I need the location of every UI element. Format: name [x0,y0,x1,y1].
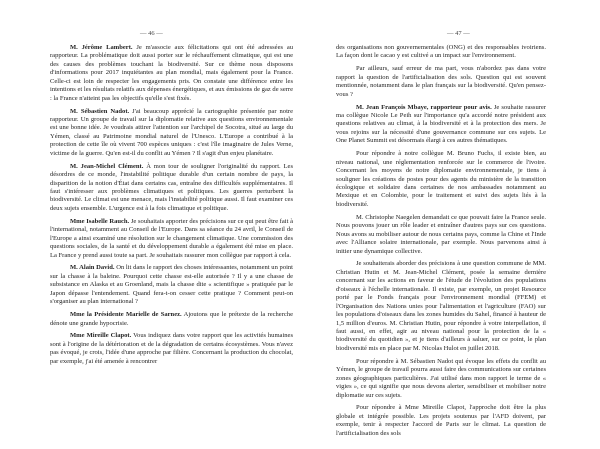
paragraph-text: À mon tour de souligner l'originalité du rapport. Les désordres de ce monde, l'instabilité politique durable d'un certain nombre de pays, la disparition de la notion d'État dans certains cas, entraîne des difficultés supplémentaires. Il faut s'intéresser aux problèmes climatiques et politiques. Les guerres perturbent la biodiversité. Le climat est une menace, mais l'instabilité politique aussi. Il faut examiner ces deux sujets ensemble. L'urgence est à la fois climatique et politique. [50,162,294,212]
paragraph [336,358,546,400]
paragraph [50,264,293,306]
paragraph [50,44,293,103]
paragraph [336,44,546,61]
speaker-name: M. Sébastien Nadot. [70,107,130,115]
paragraph [50,108,293,159]
page-number-left: — 46 — [140,30,163,37]
speaker-name: Mme Mireille Clapot. [70,332,132,340]
paragraph [50,218,293,260]
paragraph [336,214,546,256]
paragraph-text: Ajoutons que le prétexte de la recherche dénote une grande hypocrisie. [50,311,293,327]
paragraph-text: M. Christophe Naegelen demandait ce que pouvait faire la France seule. Nous pouvons jouer un rôle leader et entraîner d'autres pays sur ces questions. Nous avons su mobiliser autour de nous certains pays, comme la Chine et l'Inde avec l'Alliance solaire internationale, par exemple. Nous parvenons ainsi à initier une dynamique collective. [336,213,546,255]
speaker-name: M. Jérôme Lambert. [70,44,133,51]
paragraph-text: Je m'associe aux félicitations qui ont été adressées au rapporteur. La problématique doit aussi porter sur le réchauffement climatique, qui est une des causes des problèmes touchant la biodiversité. Sur ce thème nous disposons d'informations pour 2017 inquiétantes au plan mondial, mais également pour la France. Celle-ci est loin de respecter les engagements pris. On constate une différence entre les intentions et les résultats relatifs aux dépenses énergétiques, et aux émissions de gaz de serre : la France n'atteint pas les objectifs qu'elle s'est fixés. [50,44,294,102]
paragraph-text: Je souhaite rassurer ma collègue Nicole Le Peih sur l'importance qu'a accordé notre président aux questions relatives au climat, à la biodiversité et à la protection des mers. Je vous rejoins sur la nécessité d'une gouvernance commune sur ces sujets. Le One Planet Summit est désormais élargi à ces autres thématiques. [336,103,546,145]
paragraph-text: J'ai beaucoup apprécié la cartographie présentée par notre rapporteur. Un groupe de travail sur la diplomatie relative aux questions environnementale est une bonne idée. Je voudrais attirer l'attention sur l'archipel de Socotra, situé au large du Yémen, classé au Patrimoine mondial naturel de l'Unesco. L'Europe a contribué à la protection de cette île où vivent 700 espèces uniques : c'est l'île imaginaire de Jules Verne, victime de la guerre. Qu'en est-il du conflit au Yémen ? Il s'agit d'un enjeu planétaire. [50,107,293,157]
paragraph-text: Pour répondre à M. Sébastien Nadot qui évoque les effets du conflit au Yémen, le groupe de travail pourra aussi faire des communications sur certaines zones géographiques particulières. J'ai utilisé dans mon rapport le terme de « vigies », ce qui signifie que nous devons alerter, sensibiliser et mobiliser notre diplomatie sur ces sujets. [336,357,546,399]
paragraph-text: des organisations non gouvernementales (ONG) et des responsables ivoiriens. La façon dont le cacao y est cultivé a un impact sur l'environnement. [336,44,546,60]
speaker-name: M. Alain David. [70,264,115,272]
speaker-name: M. Jean François Mbaye, rapporteur pour avis. [356,103,492,111]
paragraph [50,163,293,214]
paragraph-text: Vous indiquez dans votre rapport que les activités humaines sont à l'origine de la détérioration et de la dégradation de certains écosystèmes. Vous n'avez pas évoqué, je crois, l'idée d'une approche par filière. Concernant la production du chocolat, par exemple, j'ai été amenée à rencontrer [50,332,294,365]
paragraph [50,332,293,366]
paragraph [336,104,546,146]
paragraph [336,65,546,99]
page-46-text [50,44,293,371]
paragraph-text: Par ailleurs, sauf erreur de ma part, vous n'abordez pas dans votre rapport la question de l'artificialisation des sols. Question qui est souvent mentionnée, notamment dans le plan français sur la biodiversité. Qu'en pensez-vous ? [336,65,546,98]
speaker-name: M. Jean-Michel Clément. [70,162,144,170]
paragraph-text: On lit dans le rapport des choses intéressantes, notamment un point sur la chasse à la baleine. Pourquoi cette chasse est-elle autorisée ? Il y a une chasse de subsistance en Alaska et au Groenland, mais la chasse dite « scientifique » pratiquée par le Japon dépasse l'entendement. Quand fera-t-on cesser cette pratique ? Comment peut-on s'organiser au plan international ? [50,264,293,306]
paragraph [336,150,546,209]
page-47-text [336,44,546,443]
paragraph [336,260,546,353]
speaker-name: Mme Isabelle Rauch. [70,217,130,225]
paragraph-text: Pour répondre à notre collègue M. Bruno Fuchs, il existe bien, au niveau national, une réglementation renforcée sur le commerce de l'ivoire. Concernant les moyens de notre diplomatie environnementale, je tiens à souligner les créations de postes pour des agents du ministère de la transition écologique et solidaire dans certaines de nos ambassades notamment au Mexique et en Colombie, pour le traitement et suivi des sujets liés à la biodiversité. [336,150,546,208]
page-number-right: — 47 — [447,30,470,37]
paragraph [336,404,546,438]
paragraph-text: Je souhaiterais aborder des précisions à une question commune de MM. Christian Hutin et M. Jean-Michel Clément, posée la semaine dernière concernant sur les actions en faveur de l'étude de l'évolution des populations d'oiseaux à l'échelle internationale. Il existe, par exemple, un projet Resource porté par le Fonds français pour l'environnement mondial (FFEM) et l'Organisation des Nations unies pour l'alimentation et l'agriculture (FAO) sur les populations d'oiseaux dans les zones humides du Sahel, financé à hauteur de 1,5 million d'euros. M. Christian Hutin, pour répondre à votre interpellation, il faut aussi, en effet, agir au niveau national pour la protection de la « biodiversité du quotidien », et je tiens d'ailleurs à saluer, sur ce point, le plan biodiversité mis en place par M. Nicolas Hulot en juillet 2018. [336,260,546,352]
paragraph-text: Je souhaitais apporter des précisions sur ce qui peut être fait à l'international, notamment au Conseil de l'Europe. Dans sa séance du 24 avril, le Conseil de l'Europe a ainsi examiné une résolution sur le changement climatique. Une commission des questions sociales, de la santé et du développement durable a également été mise en place. La France y prend aussi toute sa part. Je souhaitais rassurer mon collègue par rapport à cela. [50,217,293,259]
paragraph-text: Pour répondre à Mme Mireille Clapot, l'approche doit être la plus globale et intégrée possible. Les projets soutenus par l'AFD doivent, par exemple, tenir à respecter l'accord de Paris sur le climat. La question de l'artificialisation des sols [336,404,546,437]
paragraph [50,311,293,328]
speaker-name: Mme la Présidente Marielle de Sarnez. [70,311,182,319]
